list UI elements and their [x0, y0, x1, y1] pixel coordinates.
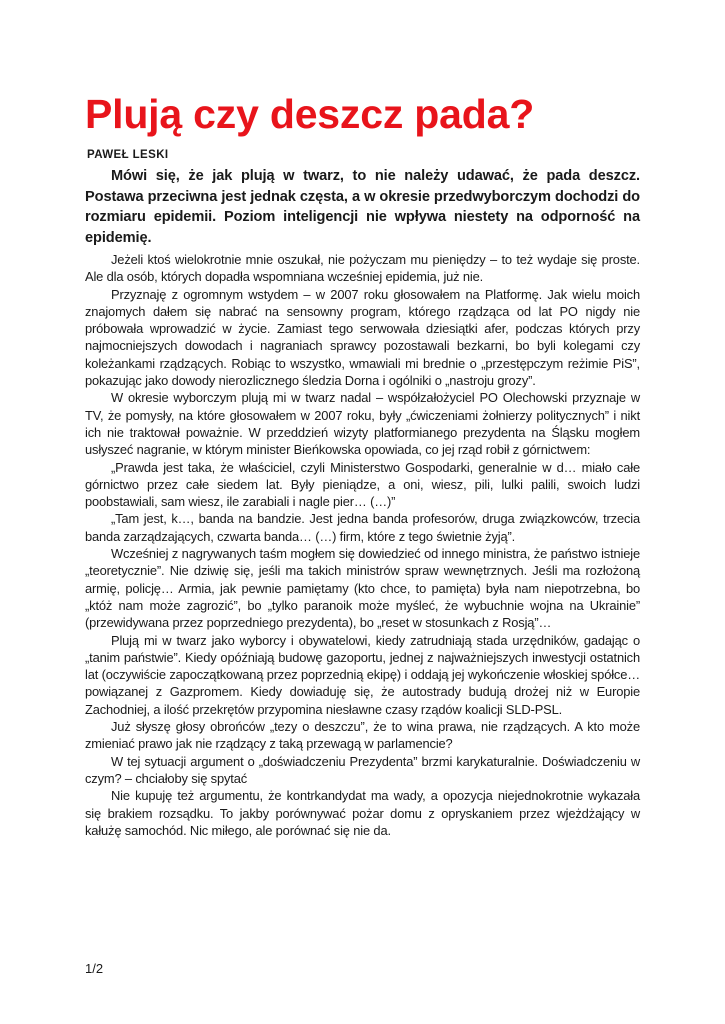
body-paragraph: Plują mi w twarz jako wyborcy i obywatelowi, kiedy zatrudniają stada urzędników, gadając o „tanim państwie”. Kiedy opóźniają budowę gazoportu, jednej z najważniejszych inwestycji ostatnich lat (oczywiście zapoczątkowaną przez poprzednią ekipę) i oddają jej wykończenie włoskiej spółce… powiązanej z Gazpromem. Kiedy dowiaduję się, że autostrady budują drożej niż w Europie Zachodniej, a ilość przekrętów przypomina niesławne czasy rządów koalicji SLD-PSL.	[85, 632, 640, 717]
body-paragraph: Nie kupuję też argumentu, że kontrkandydat ma wady, a opozycja niejednokrotnie wykazała się brakiem rozsądku. To jakby porównywać pożar domu z opryskaniem przez wjeżdżający w kałużę samochód. Nic miłego, ale porównać się nie da.	[85, 788, 640, 838]
article-lead: Mówi się, że jak plują w twarz, to nie należy udawać, że pada deszcz. Postawa przeciwna jest jednak częsta, a w okresie przedwyborczym dochodzi do rozmiaru epidemii. Poziom inteligencji nie wpływa niestety na odporność na epidemię.	[85, 168, 640, 246]
body-paragraph: W tej sytuacji argument o „doświadczeniu Prezydenta” brzmi karykaturalnie. Doświadczeniu w czym? – chciałoby się spytać	[85, 753, 640, 786]
page-number: 1/2	[85, 961, 104, 976]
article-title: Plują czy deszcz pada?	[85, 91, 535, 137]
body-paragraph: Jeżeli ktoś wielokrotnie mnie oszukał, nie pożyczam mu pieniędzy – to też wydaje się proste. Ale dla osób, których dopadła wspomniana wcześniej epidemia, już nie.	[85, 252, 640, 285]
body-paragraph: „Tam jest, k…, banda na bandzie. Jest jedna banda profesorów, druga związkowców, trzecia banda zarządzających, czwarta banda… (…) firm, które z tego świetnie żyją”.	[85, 511, 640, 544]
body-paragraph: Przyznaję z ogromnym wstydem – w 2007 roku głosowałem na Platformę. Jak wielu moich znajomych dałem się nabrać na sensowny program, którego rządząca od lat PO nigdy nie próbowała wprowadzić w życie. Zamiast tego serwowała dziesiątki afer, podczas których przy najmocniejszych dowodach i nagraniach sprawcy pozostawali bezkarni, bo byli kolegami czy koleżankami rządzących. Robiąc to wszystko, wmawiali mi brednie o „przestępczym reżimie PiS”, pokazując jako dowody nierozlicznego śledzia Dorna i ogólniki o „nastroju grozy”.	[85, 286, 640, 389]
body-paragraph: „Prawda jest taka, że właściciel, czyli Ministerstwo Gospodarki, generalnie w d… miało całe górnictwo przez całe siedem lat. Były pieniądze, a oni, wiesz, pili, lulki palili, swoich ludzi poobstawiali, sam wiesz, ile zarabiali i nagle pier… (…)”	[85, 459, 640, 510]
article-author: PAWEŁ LESKI	[87, 149, 169, 161]
body-paragraph: Wcześniej z nagrywanych taśm mogłem się dowiedzieć od innego ministra, że państwo istnieje „teoretycznie”. Nie dziwię się, jeśli ma takich ministrów spraw wewnętrznych. Jeśli ma rozłożoną armię, policję… Armia, jak pewnie pamiętamy (kto chce, to pamięta) była nam niepotrzebna, bo „któż nam może zagrozić”, bo „tylko paranoik może myśleć, że wybuchnie wojna na Ukrainie” (przewidywana przez poprzedniego prezydenta), bo „reset w stosunkach z Rosją”…	[85, 546, 640, 631]
article	[85, 88, 640, 839]
body-paragraph: W okresie wyborczym plują mi w twarz nadal – współzałożyciel PO Olechowski przyznaje w TV, że pomysły, na które głosowałem w 2007 roku, były „ćwiczeniami żołnierzy politycznych” i nikt ich nie traktował poważnie. W przeddzień wizyty platformianego prezydenta na Śląsku mogłem usłyszeć nagranie, w którym minister Bieńkowska opowiada, co jej rząd robił z górnictwem:	[85, 390, 640, 458]
body-paragraph: Już słyszę głosy obrońców „tezy o deszczu”, że to wina prawa, nie rządzących. A kto może zmieniać prawo jak nie rządzący z taką przewagą w parlamencie?	[85, 719, 640, 752]
article-body	[85, 251, 640, 839]
